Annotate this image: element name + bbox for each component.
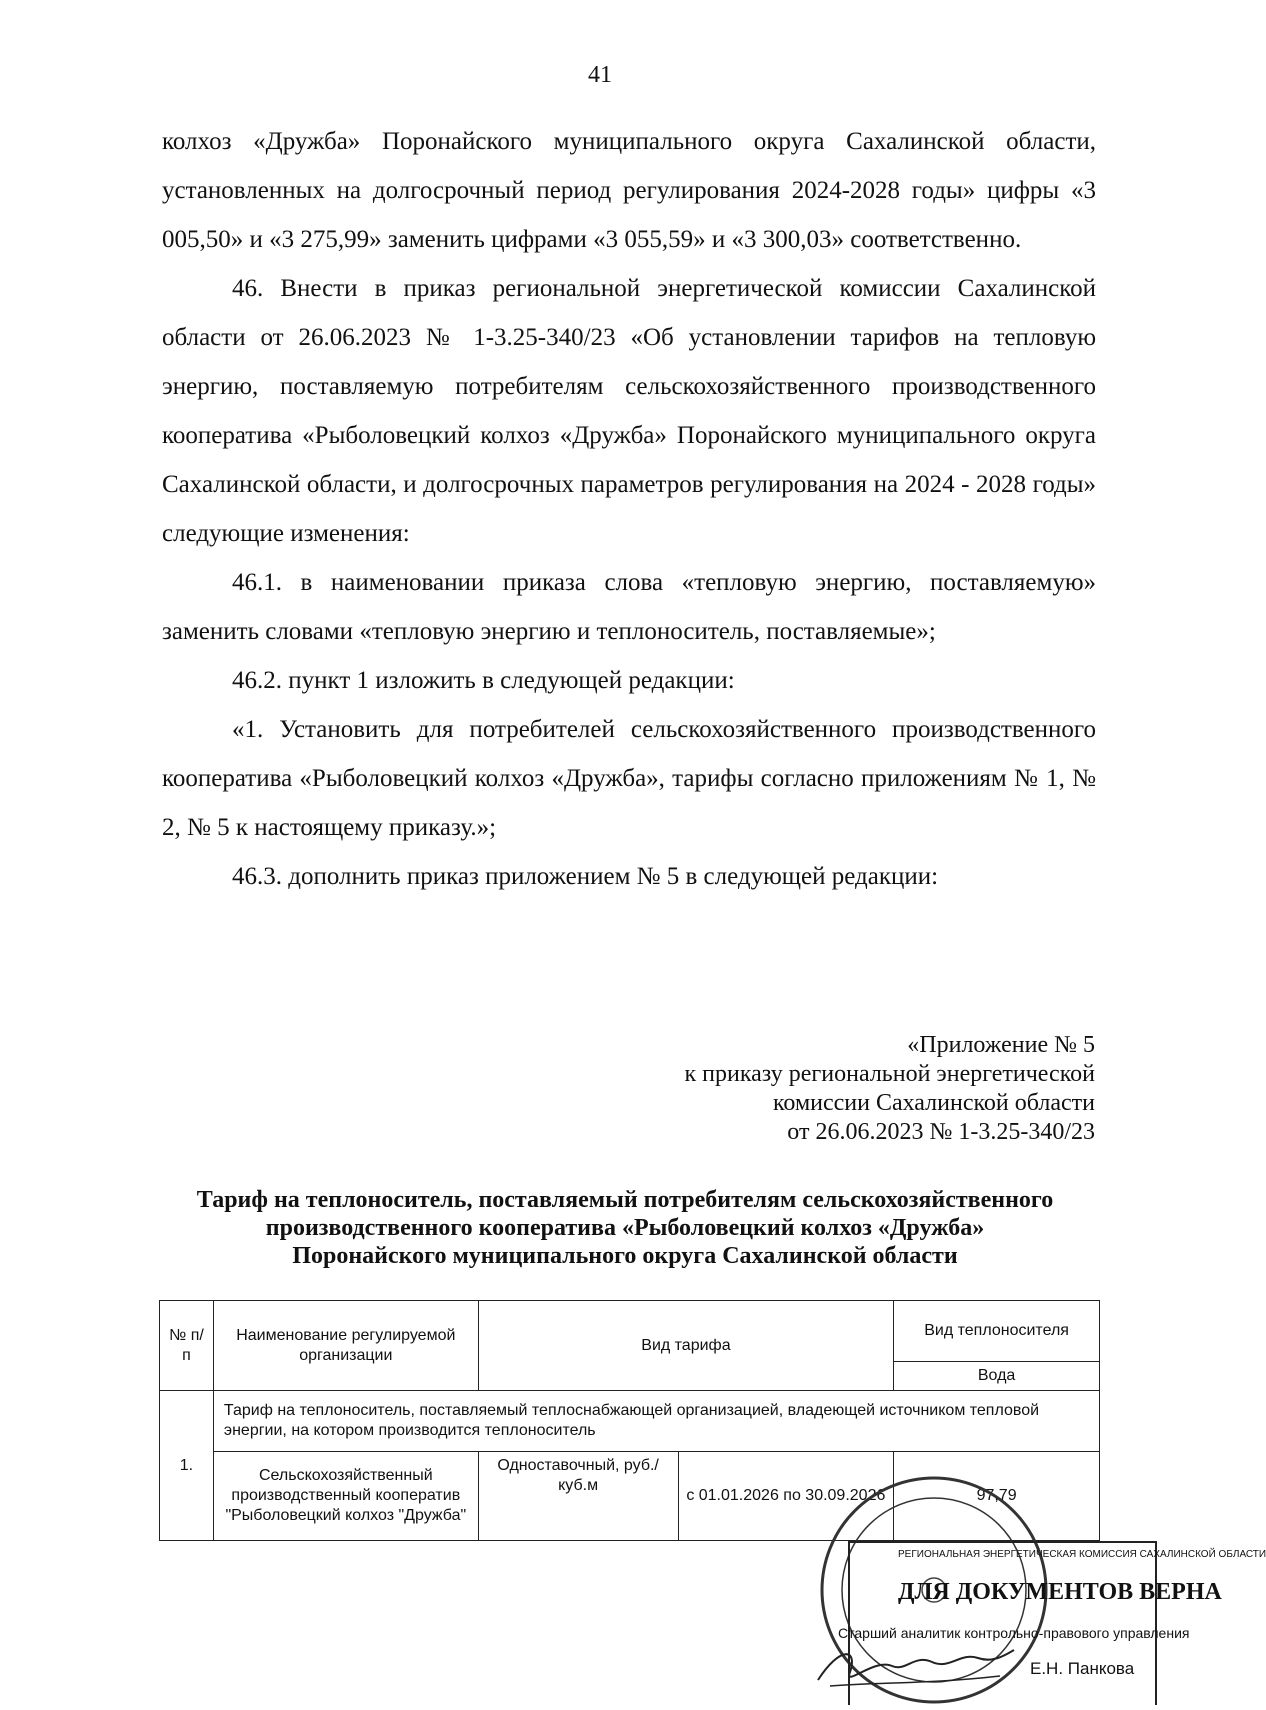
table-title-line-2: производственного кооператива «Рыболовецкий колхоз «Дружба» [265, 1215, 985, 1241]
paragraph-quote-1: «1. Установить для потребителей сельскохозяйственного производственного кооператива «Рыболовецкий колхоз «Дружба», тарифы согласно приложениям № 1, № 2, № 5 к настоящему приказу.»; [162, 716, 1096, 841]
appendix-line-2: к приказу региональной энергетической [684, 1061, 1095, 1087]
page-number: 41 [588, 62, 612, 88]
appendix-line-3: комиссии Сахалинской области [772, 1090, 1095, 1116]
appendix-heading [685, 1031, 1096, 1147]
paragraph-46-1: 46.1. в наименовании приказа слова «тепловую энергию, поставляемую» заменить словами «тепловую энергию и теплоноситель, поставляемые»; [162, 569, 1096, 645]
header-num: № п/п [160, 1301, 214, 1391]
paragraph-46: 46. Внести в приказ региональной энергетической комиссии Сахалинской области от 26.06.2023 № 1-3.25-340/23 «Об установлении тарифов на тепловую энергию, поставляемую потребителям сельскохозяйственного производственного кооператива «Рыболовецкий колхоз «Дружба» Поронайского муниципального округа Сахалинской области, и долгосрочных параметров регулирования на 2024 - 2028 годы» следующие изменения: [162, 275, 1096, 547]
stamp-position: Старший аналитик контрольно-правового управления [838, 1625, 1190, 1641]
header-tariff-type: Вид тарифа [478, 1301, 893, 1391]
row-num: 1. [160, 1391, 214, 1541]
table-title-line-1: Тариф на теплоноситель, поставляемый потребителям сельскохозяйственного [196, 1187, 1054, 1213]
row-value: 97,79 [894, 1452, 1100, 1541]
header-org: Наименование регулируемой организации [213, 1301, 478, 1391]
appendix-line-1: «Приложение № 5 [907, 1032, 1095, 1058]
header-water: Вода [894, 1362, 1100, 1391]
row-tariff: Одноставочный, руб./куб.м [478, 1452, 678, 1541]
header-carrier: Вид теплоносителя [894, 1301, 1100, 1362]
paragraph-1: колхоз «Дружба» Поронайского муниципального округа Сахалинской области, установленных на долгосрочный период регулирования 2024-2028 годы» цифры «3 005,50» и «3 275,99» заменить цифрами «3 055,59» и «3 300,03» соответственно. [162, 128, 1096, 253]
body-text [162, 117, 1096, 901]
table-section-row [160, 1391, 1100, 1452]
stamp-signer-name: Е.Н. Панкова [1030, 1659, 1135, 1678]
row-org: Сельскохозяйственный производственный кооператив "Рыболовецкий колхоз "Дружба" [213, 1452, 478, 1541]
table-title [140, 1186, 1110, 1270]
stamp-organization: РЕГИОНАЛЬНАЯ ЭНЕРГЕТИЧЕСКАЯ КОМИССИЯ САХАЛИНСКОЙ ОБЛАСТИ [898, 1549, 1266, 1560]
signature-icon [810, 1636, 1020, 1696]
table-title-line-3: Поронайского муниципального округа Сахалинской области [292, 1243, 958, 1269]
paragraph-46-3: 46.3. дополнить приказ приложением № 5 в следующей редакции: [232, 863, 939, 890]
paragraph-46-2: 46.2. пункт 1 изложить в следующей редакции: [232, 667, 735, 694]
appendix-line-4: от 26.06.2023 № 1-3.25-340/23 [787, 1119, 1095, 1145]
stamp-certified: ДЛЯ ДОКУМЕНТОВ ВЕРНА [898, 1579, 1222, 1605]
table-header-row [160, 1301, 1100, 1362]
row-period: с 01.01.2026 по 30.09.2026 [678, 1452, 894, 1541]
section-text: Тариф на теплоноситель, поставляемый теплоснабжающей организацией, владеющей источником тепловой энергии, на котором производится теплоноситель [213, 1391, 1099, 1452]
